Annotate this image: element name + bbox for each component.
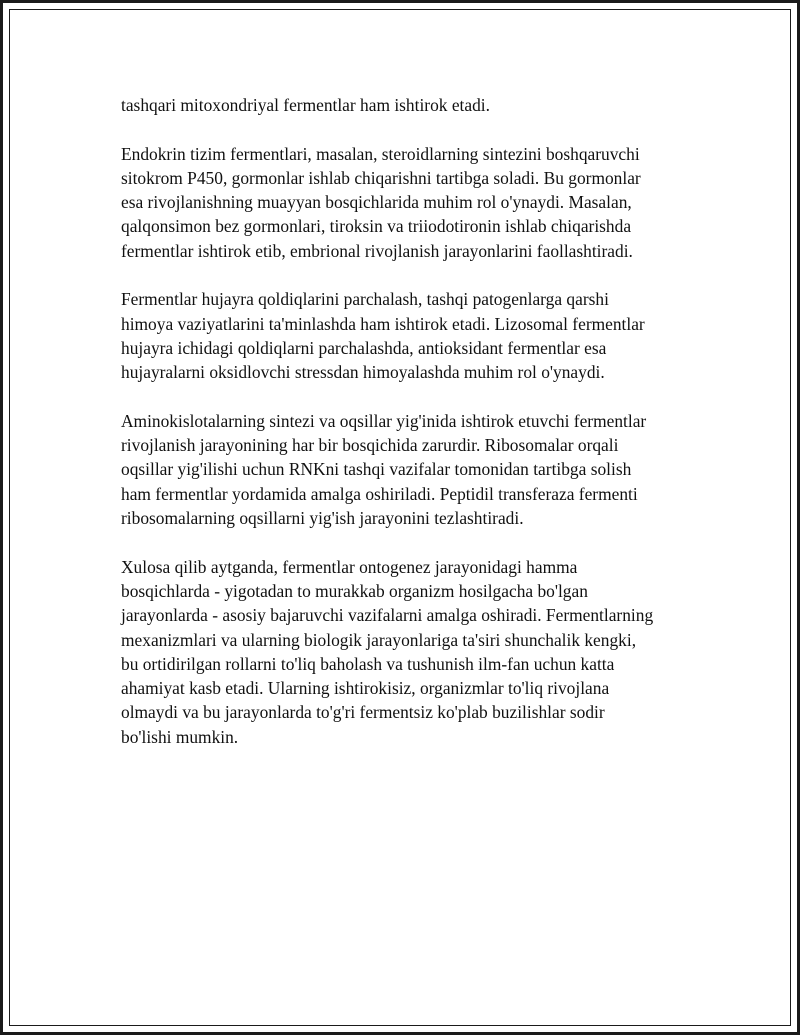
paragraph-endocrine-enzymes: Endokrin tizim fermentlari, masalan, steroidlarning sintezini boshqaruvchi sitokrom P450, gormonlar ishlab chiqarishni tartibga soladi. Bu gormonlar esa rivojlanishning muayyan bosqichlarida muhim rol o'ynaydi. Masalan, qalqonsimon bez gormonlari, tiroksin va triiodotironin ishlab chiqarishda fermentlar ishtirok etib, embrional rivojlanish jarayonlarini faollashtiradi. bbox=[121, 143, 641, 261]
paragraph-continuation: tashqari mitoxondriyal fermentlar ham ishtirok etadi. bbox=[121, 95, 490, 115]
paragraph-cell-debris: Fermentlar hujayra qoldiqlarini parchalash, tashqi patogenlarga qarshi himoya vaziyatlarini ta'minlashda ham ishtirok etadi. Lizosomal fermentlar hujayra ichidagi qoldiqlarni parchalashda, antioksidant fermentlar esa hujayralarni oksidlovchi stressdan himoyalashda muhim rol o'ynaydi. bbox=[121, 289, 645, 383]
paragraph-conclusion: Xulosa qilib aytganda, fermentlar ontogenez jarayonidagi hamma bosqichlarda - yigotadan to murakkab organizm hosilgacha bo'lgan jarayonlarda - asosiy bajaruvchi vazifalarni amalga oshiradi. Fermentlarning mexanizmlari va ularning biologik jarayonlariga ta'siri shunchalik kengki, bu ortidirilgan rollarni to'liq baholash va tushunish ilm-fan uchun katta ahamiyat kasb etadi. Ularning ishtirokisiz, organizmlar to'liq rivojlana olmaydi va bu jarayonlarda to'g'ri fermentsiz ko'plab buzilishlar sodir bo'lishi mumkin. bbox=[121, 556, 654, 747]
document-body bbox=[121, 93, 691, 773]
paragraph-amino-acid-synthesis: Aminokislotalarning sintezi va oqsillar yig'inida ishtirok etuvchi fermentlar rivojlanish jarayonining har bir bosqichida zarurdir. Ribosomalar orqali oqsillar yig'ilishi uchun RNKni tashqi vazifalar tomonidan tartibga solish ham fermentlar yordamida amalga oshiriladi. Peptidil transferaza fermenti ribosomalarning oqsillarni yig'ish jarayonini tezlashtiradi. bbox=[121, 410, 647, 529]
